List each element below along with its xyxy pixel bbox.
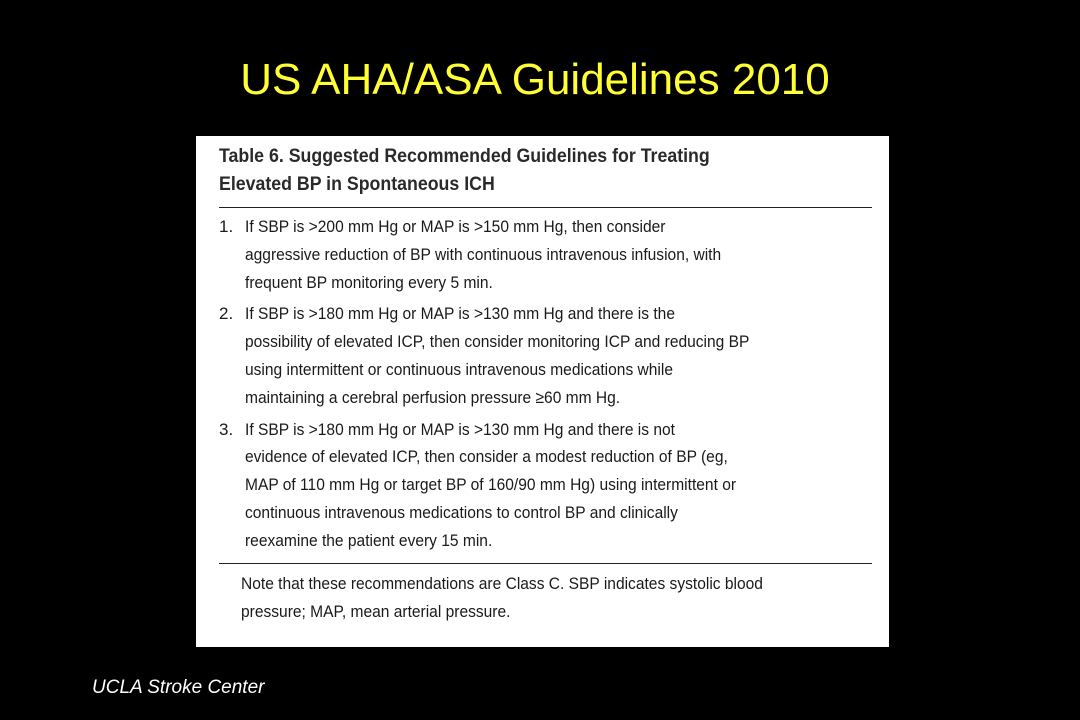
recommendation-item bbox=[219, 416, 872, 555]
table-top-rule bbox=[219, 207, 872, 208]
recommendation-item bbox=[219, 213, 872, 296]
footnote-line: Note that these recommendations are Class C. SBP indicates systolic blood bbox=[241, 573, 763, 593]
recommendation-line: aggressive reduction of BP with continuous intravenous infusion, with bbox=[245, 244, 722, 264]
recommendation-number: 2. bbox=[219, 304, 234, 324]
table-caption-line: Table 6. Suggested Recommended Guidelines for Treating bbox=[219, 145, 710, 167]
recommendation-line: using intermittent or continuous intravenous medications while bbox=[245, 359, 673, 379]
recommendation-line: evidence of elevated ICP, then consider a modest reduction of BP (eg, bbox=[245, 447, 728, 467]
recommendation-item bbox=[219, 300, 872, 411]
footnote-line: pressure; MAP, mean arterial pressure. bbox=[241, 601, 511, 621]
slide-title: US AHA/ASA Guidelines 2010 bbox=[240, 55, 830, 104]
recommendation-text bbox=[245, 213, 872, 296]
recommendation-line: maintaining a cerebral perfusion pressure ≥60 mm Hg. bbox=[245, 387, 621, 407]
recommendation-line: If SBP is >200 mm Hg or MAP is >150 mm Hg, then consider bbox=[245, 217, 666, 236]
table-footnote bbox=[219, 570, 872, 626]
recommendation-list bbox=[219, 213, 872, 555]
recommendation-line: continuous intravenous medications to control BP and clinically bbox=[245, 502, 678, 522]
footer-credit: UCLA Stroke Center bbox=[92, 677, 265, 698]
recommendation-text bbox=[245, 416, 872, 555]
table-caption bbox=[219, 142, 813, 198]
table-caption-line: Elevated BP in Spontaneous ICH bbox=[219, 173, 495, 195]
recommendation-line: If SBP is >180 mm Hg or MAP is >130 mm Hg and there is not bbox=[245, 419, 675, 439]
recommendation-line: frequent BP monitoring every 5 min. bbox=[245, 272, 493, 292]
recommendation-number: 3. bbox=[219, 419, 234, 439]
table-bottom-rule bbox=[219, 563, 872, 564]
recommendation-line: If SBP is >180 mm Hg or MAP is >130 mm Hg and there is the bbox=[245, 304, 675, 324]
recommendation-line: possibility of elevated ICP, then consider monitoring ICP and reducing BP bbox=[245, 332, 750, 352]
recommendation-number: 1. bbox=[219, 217, 234, 236]
recommendation-line: MAP of 110 mm Hg or target BP of 160/90 mm Hg) using intermittent or bbox=[245, 475, 737, 495]
guidelines-table bbox=[196, 136, 889, 647]
recommendation-line: reexamine the patient every 15 min. bbox=[245, 530, 493, 550]
recommendation-text bbox=[245, 300, 872, 411]
